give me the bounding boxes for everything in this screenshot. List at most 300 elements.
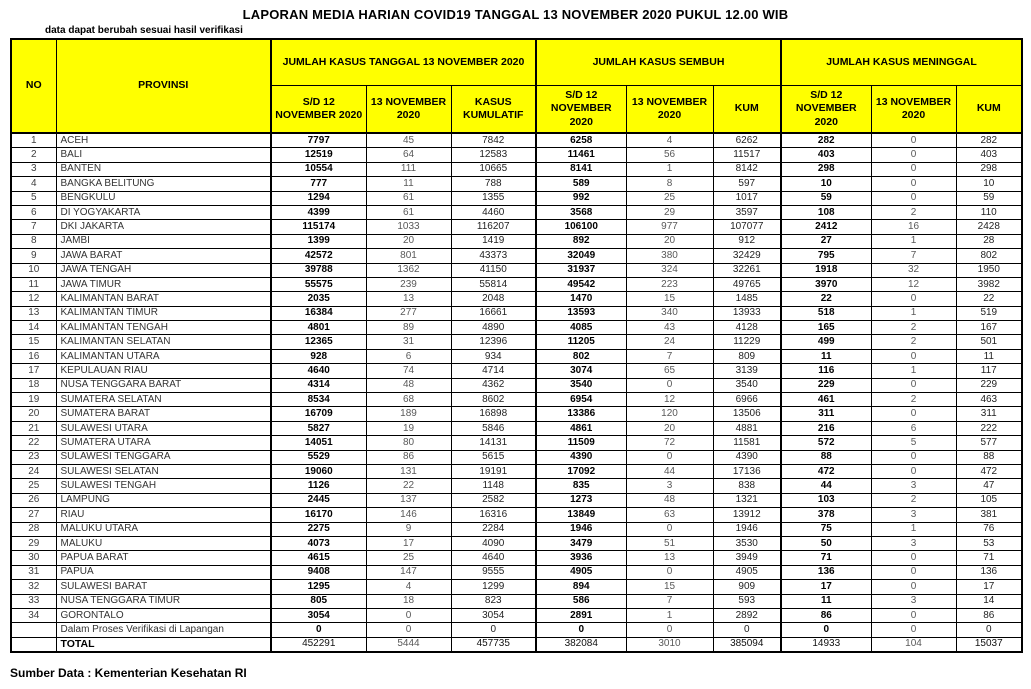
province-name: GORONTALO [56,608,271,622]
value-cell: 5827 [271,421,366,435]
value-cell: 5529 [271,450,366,464]
value-cell: 51 [626,536,713,550]
value-cell: 13912 [713,508,781,522]
value-cell: 3982 [956,277,1022,291]
value-cell: 239 [366,277,451,291]
value-cell: 6966 [713,393,781,407]
total-value-cell: 14933 [781,637,871,652]
value-cell: 64 [366,148,451,162]
row-number: 5 [11,191,56,205]
row-number: 24 [11,464,56,478]
value-cell: 8 [626,177,713,191]
province-name: JAMBI [56,234,271,248]
value-cell: 8141 [536,162,626,176]
total-value-cell: 5444 [366,637,451,652]
value-cell: 892 [536,234,626,248]
value-cell: 147 [366,565,451,579]
value-cell: 16898 [451,407,536,421]
province-name: BANGKA BELITUNG [56,177,271,191]
value-cell: 4390 [713,450,781,464]
value-cell: 6258 [536,133,626,148]
value-cell: 3936 [536,551,626,565]
row-number: 33 [11,594,56,608]
value-cell: 1126 [271,479,366,493]
value-cell: 5 [871,436,956,450]
row-number: 7 [11,220,56,234]
header-sembuh-sd12: S/D 12 NOVEMBER 2020 [536,86,626,134]
value-cell: 22 [781,292,871,306]
value-cell: 13506 [713,407,781,421]
value-cell: 11461 [536,148,626,162]
value-cell: 912 [713,234,781,248]
value-cell: 32429 [713,249,781,263]
value-cell: 801 [366,249,451,263]
value-cell: 216 [781,421,871,435]
value-cell: 2428 [956,220,1022,234]
value-cell: 0 [871,378,956,392]
province-name: MALUKU UTARA [56,522,271,536]
value-cell: 11205 [536,335,626,349]
value-cell: 117 [956,364,1022,378]
value-cell: 463 [956,393,1022,407]
row-number: 18 [11,378,56,392]
value-cell: 17 [781,580,871,594]
total-value-cell: 382084 [536,637,626,652]
value-cell: 12519 [271,148,366,162]
row-number: 31 [11,565,56,579]
value-cell: 0 [871,177,956,191]
value-cell: 0 [713,623,781,637]
table-row [11,292,1022,306]
value-cell: 105 [956,493,1022,507]
province-name: SUMATERA UTARA [56,436,271,450]
value-cell: 8602 [451,393,536,407]
province-name: KALIMANTAN UTARA [56,349,271,363]
value-cell: 1399 [271,234,366,248]
value-cell: 43373 [451,249,536,263]
value-cell: 229 [956,378,1022,392]
value-cell: 472 [781,464,871,478]
province-name: JAWA TENGAH [56,263,271,277]
value-cell: 136 [781,565,871,579]
table-row [11,493,1022,507]
value-cell: 0 [871,148,956,162]
value-cell: 6 [366,349,451,363]
row-number [11,623,56,637]
province-name: PAPUA BARAT [56,551,271,565]
value-cell: 86 [781,608,871,622]
value-cell: 1 [871,522,956,536]
table-row [11,177,1022,191]
value-cell: 11 [781,349,871,363]
value-cell: 597 [713,177,781,191]
value-cell: 11 [781,594,871,608]
row-number [11,637,56,652]
value-cell: 1017 [713,191,781,205]
table-row [11,378,1022,392]
value-cell: 22 [366,479,451,493]
value-cell: 7797 [271,133,366,148]
value-cell: 16170 [271,508,366,522]
value-cell: 116207 [451,220,536,234]
value-cell: 7842 [451,133,536,148]
value-cell: 3 [871,479,956,493]
value-cell: 4861 [536,421,626,435]
value-cell: 403 [781,148,871,162]
header-kasus-sd12: S/D 12 NOVEMBER 2020 [271,86,366,134]
row-number: 9 [11,249,56,263]
header-group-sembuh: JUMLAH KASUS SEMBUH [536,39,781,86]
value-cell: 68 [366,393,451,407]
table-row [11,191,1022,205]
province-name: KALIMANTAN SELATAN [56,335,271,349]
value-cell: 9 [366,522,451,536]
value-cell: 32261 [713,263,781,277]
source-note: Sumber Data : Kementerian Kesehatan RI [10,666,247,681]
province-name: SULAWESI TENGGARA [56,450,271,464]
value-cell: 1294 [271,191,366,205]
total-row [11,637,1022,652]
value-cell: 53 [956,536,1022,550]
table-row [11,335,1022,349]
disclaimer-note: data dapat berubah sesuai hasil verifikasi [45,25,243,36]
value-cell: 3074 [536,364,626,378]
table-row [11,551,1022,565]
value-cell: 2 [871,205,956,219]
value-cell: 0 [871,450,956,464]
value-cell: 4890 [451,321,536,335]
value-cell: 1355 [451,191,536,205]
value-cell: 1950 [956,263,1022,277]
value-cell: 13933 [713,306,781,320]
value-cell: 1148 [451,479,536,493]
province-name: SUMATERA SELATAN [56,393,271,407]
value-cell: 298 [956,162,1022,176]
value-cell: 0 [871,349,956,363]
value-cell: 22 [956,292,1022,306]
row-number: 21 [11,421,56,435]
value-cell: 28 [956,234,1022,248]
value-cell: 4128 [713,321,781,335]
value-cell: 13 [626,551,713,565]
value-cell: 802 [536,349,626,363]
value-cell: 4615 [271,551,366,565]
value-cell: 11581 [713,436,781,450]
value-cell: 381 [956,508,1022,522]
table-row [11,249,1022,263]
value-cell: 20 [626,234,713,248]
table-body [11,133,1022,652]
value-cell: 71 [956,551,1022,565]
value-cell: 499 [781,335,871,349]
value-cell: 63 [626,508,713,522]
value-cell: 777 [271,177,366,191]
province-name: SULAWESI BARAT [56,580,271,594]
value-cell: 4881 [713,421,781,435]
value-cell: 4090 [451,536,536,550]
table-row [11,407,1022,421]
value-cell: 12 [871,277,956,291]
value-cell: 1 [871,364,956,378]
value-cell: 16 [871,220,956,234]
value-cell: 72 [626,436,713,450]
row-number: 6 [11,205,56,219]
value-cell: 56 [626,148,713,162]
value-cell: 0 [871,464,956,478]
row-number: 25 [11,479,56,493]
value-cell: 88 [781,450,871,464]
header-sembuh-13nov: 13 NOVEMBER 2020 [626,86,713,134]
province-name: ACEH [56,133,271,148]
total-label: TOTAL [56,637,271,652]
value-cell: 19 [366,421,451,435]
row-number: 29 [11,536,56,550]
header-meninggal-13nov: 13 NOVEMBER 2020 [871,86,956,134]
value-cell: 89 [366,321,451,335]
value-cell: 55575 [271,277,366,291]
value-cell: 3949 [713,551,781,565]
value-cell: 229 [781,378,871,392]
value-cell: 3540 [536,378,626,392]
value-cell: 577 [956,436,1022,450]
value-cell: 1273 [536,493,626,507]
header-group-kasus: JUMLAH KASUS TANGGAL 13 NOVEMBER 2020 [271,39,536,86]
row-number: 26 [11,493,56,507]
value-cell: 823 [451,594,536,608]
row-number: 16 [11,349,56,363]
value-cell: 3 [871,508,956,522]
total-value-cell: 104 [871,637,956,652]
value-cell: 108 [781,205,871,219]
value-cell: 131 [366,464,451,478]
value-cell: 3540 [713,378,781,392]
header-no: NO [11,39,56,133]
value-cell: 928 [271,349,366,363]
value-cell: 324 [626,263,713,277]
table-row [11,421,1022,435]
table-row [11,608,1022,622]
table-row [11,580,1022,594]
value-cell: 9555 [451,565,536,579]
value-cell: 4905 [713,565,781,579]
value-cell: 13386 [536,407,626,421]
value-cell: 0 [626,522,713,536]
value-cell: 4714 [451,364,536,378]
value-cell: 2284 [451,522,536,536]
value-cell: 2035 [271,292,366,306]
value-cell: 65 [626,364,713,378]
value-cell: 32 [871,263,956,277]
value-cell: 12 [626,393,713,407]
value-cell: 61 [366,205,451,219]
verification-row [11,623,1022,637]
value-cell: 788 [451,177,536,191]
value-cell: 1362 [366,263,451,277]
total-value-cell: 3010 [626,637,713,652]
table-row [11,436,1022,450]
value-cell: 137 [366,493,451,507]
table-row [11,536,1022,550]
value-cell: 3054 [271,608,366,622]
value-cell: 20 [626,421,713,435]
verification-label: Dalam Proses Verifikasi di Lapangan [56,623,271,637]
value-cell: 7 [871,249,956,263]
value-cell: 10 [781,177,871,191]
value-cell: 15 [626,580,713,594]
value-cell: 2 [871,393,956,407]
value-cell: 3 [626,479,713,493]
value-cell: 1 [871,306,956,320]
value-cell: 277 [366,306,451,320]
value-cell: 1946 [713,522,781,536]
value-cell: 13849 [536,508,626,522]
value-cell: 909 [713,580,781,594]
value-cell: 16661 [451,306,536,320]
value-cell: 6954 [536,393,626,407]
value-cell: 48 [626,493,713,507]
table-row [11,263,1022,277]
value-cell: 42572 [271,249,366,263]
row-number: 34 [11,608,56,622]
value-cell: 107077 [713,220,781,234]
row-number: 17 [11,364,56,378]
value-cell: 378 [781,508,871,522]
value-cell: 0 [956,623,1022,637]
value-cell: 222 [956,421,1022,435]
total-value-cell: 385094 [713,637,781,652]
province-name: KALIMANTAN TIMUR [56,306,271,320]
value-cell: 311 [956,407,1022,421]
value-cell: 8142 [713,162,781,176]
value-cell: 3054 [451,608,536,622]
row-number: 19 [11,393,56,407]
value-cell: 3970 [781,277,871,291]
value-cell: 49542 [536,277,626,291]
value-cell: 472 [956,464,1022,478]
value-cell: 0 [536,623,626,637]
value-cell: 75 [781,522,871,536]
value-cell: 282 [781,133,871,148]
province-name: KALIMANTAN TENGAH [56,321,271,335]
value-cell: 586 [536,594,626,608]
value-cell: 4 [626,133,713,148]
value-cell: 4640 [451,551,536,565]
value-cell: 4 [366,580,451,594]
row-number: 8 [11,234,56,248]
value-cell: 3530 [713,536,781,550]
header-meninggal-kum: KUM [956,86,1022,134]
value-cell: 0 [626,565,713,579]
table-row [11,393,1022,407]
value-cell: 0 [871,565,956,579]
value-cell: 19191 [451,464,536,478]
value-cell: 16709 [271,407,366,421]
value-cell: 0 [871,191,956,205]
row-number: 3 [11,162,56,176]
value-cell: 223 [626,277,713,291]
table-row [11,321,1022,335]
value-cell: 4073 [271,536,366,550]
value-cell: 120 [626,407,713,421]
value-cell: 518 [781,306,871,320]
value-cell: 136 [956,565,1022,579]
value-cell: 894 [536,580,626,594]
row-number: 23 [11,450,56,464]
value-cell: 17092 [536,464,626,478]
value-cell: 4314 [271,378,366,392]
province-name: KALIMANTAN BARAT [56,292,271,306]
province-name: SULAWESI TENGAH [56,479,271,493]
province-name: JAWA BARAT [56,249,271,263]
value-cell: 0 [871,580,956,594]
value-cell: 59 [781,191,871,205]
value-cell: 0 [366,608,451,622]
province-name: LAMPUNG [56,493,271,507]
covid-report-table [10,38,1023,653]
value-cell: 13 [366,292,451,306]
value-cell: 3479 [536,536,626,550]
value-cell: 2445 [271,493,366,507]
value-cell: 1946 [536,522,626,536]
value-cell: 44 [626,464,713,478]
value-cell: 2892 [713,608,781,622]
value-cell: 3568 [536,205,626,219]
value-cell: 4460 [451,205,536,219]
total-value-cell: 457735 [451,637,536,652]
value-cell: 572 [781,436,871,450]
province-name: SULAWESI UTARA [56,421,271,435]
value-cell: 14051 [271,436,366,450]
header-group-meninggal: JUMLAH KASUS MENINGGAL [781,39,1022,86]
row-number: 30 [11,551,56,565]
value-cell: 50 [781,536,871,550]
row-number: 2 [11,148,56,162]
value-cell: 835 [536,479,626,493]
value-cell: 2048 [451,292,536,306]
value-cell: 0 [871,133,956,148]
province-name: MALUKU [56,536,271,550]
value-cell: 4905 [536,565,626,579]
value-cell: 282 [956,133,1022,148]
table-row [11,349,1022,363]
value-cell: 116 [781,364,871,378]
value-cell: 934 [451,349,536,363]
value-cell: 86 [956,608,1022,622]
row-number: 22 [11,436,56,450]
table-row [11,522,1022,536]
header-kasus-kumulatif: KASUS KUMULATIF [451,86,536,134]
value-cell: 0 [871,292,956,306]
value-cell: 0 [626,378,713,392]
province-name: DKI JAKARTA [56,220,271,234]
value-cell: 1321 [713,493,781,507]
value-cell: 12365 [271,335,366,349]
province-name: RIAU [56,508,271,522]
value-cell: 501 [956,335,1022,349]
value-cell: 4085 [536,321,626,335]
value-cell: 519 [956,306,1022,320]
value-cell: 0 [626,623,713,637]
total-value-cell: 15037 [956,637,1022,652]
value-cell: 115174 [271,220,366,234]
value-cell: 0 [271,623,366,637]
value-cell: 9408 [271,565,366,579]
value-cell: 17 [956,580,1022,594]
table-row [11,220,1022,234]
province-name: NUSA TENGGARA TIMUR [56,594,271,608]
value-cell: 44 [781,479,871,493]
province-name: JAWA TIMUR [56,277,271,291]
